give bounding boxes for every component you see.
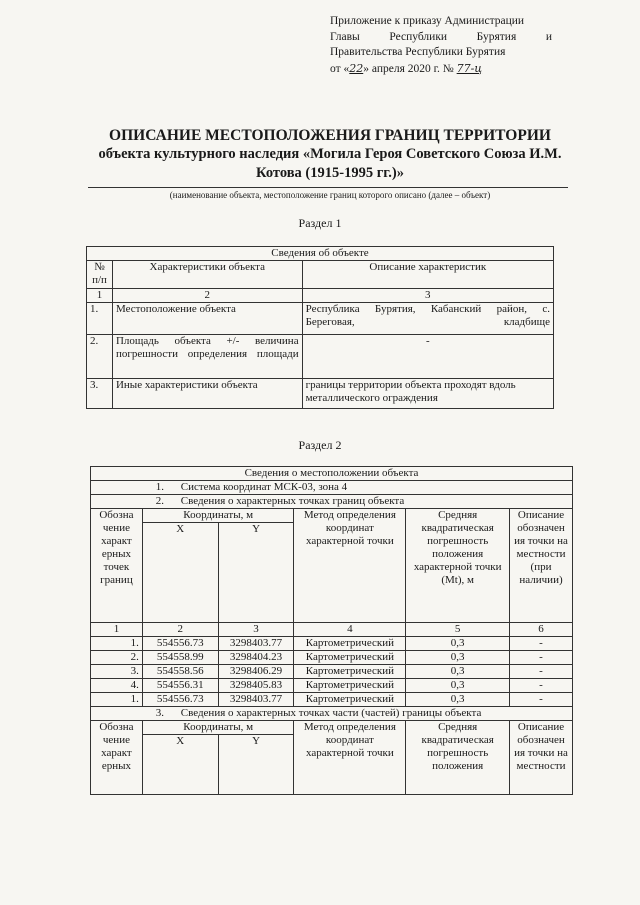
coord-system-row bbox=[91, 481, 573, 495]
title-line-3: Котова (1915-1995 гг.)» bbox=[256, 165, 404, 181]
col-desc-header: Описание характеристик bbox=[302, 261, 553, 289]
appendix-line-1: Приложение к приказу Администрации bbox=[330, 15, 525, 27]
row-number: 2. bbox=[87, 335, 113, 379]
table-title: Сведения о местоположении объекта bbox=[91, 467, 573, 481]
point-x: 554556.73 bbox=[142, 637, 218, 651]
col-index: 1 bbox=[91, 623, 143, 637]
col-index: 2 bbox=[112, 289, 302, 303]
row-characteristic: Иные характеристики объекта bbox=[112, 379, 302, 409]
col-index: 6 bbox=[510, 623, 573, 637]
appendix-word: Бурятия bbox=[476, 30, 517, 43]
appendix-line-2 bbox=[330, 30, 552, 46]
row-number: 1. bbox=[87, 303, 113, 335]
method-header-2: Метод определения координат характерной точки bbox=[294, 721, 406, 795]
designation-header-2: Обозна чение характ ерных bbox=[91, 721, 143, 795]
point-desc: - bbox=[510, 679, 573, 693]
point-id: 3. bbox=[91, 665, 143, 679]
col-char-header: Характеристики объекта bbox=[112, 261, 302, 289]
item-number: 3. bbox=[155, 707, 164, 719]
appendix-date-line bbox=[330, 61, 552, 78]
point-id: 2. bbox=[91, 651, 143, 665]
coords-header: Координаты, м bbox=[142, 509, 294, 523]
item-number: 1. bbox=[155, 481, 164, 493]
section-2-heading: Раздел 2 bbox=[298, 438, 342, 452]
point-y: 3298403.77 bbox=[218, 693, 294, 707]
description-header: Описание обозначен ия точки на местности (при наличии) bbox=[510, 509, 573, 623]
appendix-line-3: Правительства Республики Бурятия bbox=[330, 46, 506, 58]
designation-header: Обозна чение характ ерных точек границ bbox=[91, 509, 143, 623]
date-month-year: » апреля 2020 г. № bbox=[363, 62, 454, 75]
point-error: 0,3 bbox=[406, 651, 510, 665]
row-description: - bbox=[302, 335, 553, 379]
row-characteristic: Площадь объекта +/- величина погрешности определения площади bbox=[112, 335, 302, 379]
col-num-header: № п/п bbox=[87, 261, 113, 289]
row-characteristic: Местоположение объекта bbox=[112, 303, 302, 335]
point-method: Картометрический bbox=[294, 665, 406, 679]
title-line-2: объекта культурного наследия «Могила Героя Советского Союза И.М. bbox=[98, 146, 562, 162]
point-y: 3298405.83 bbox=[218, 679, 294, 693]
point-method: Картометрический bbox=[294, 679, 406, 693]
point-desc: - bbox=[510, 637, 573, 651]
item-text: Сведения о характерных точках части (частей) границы объекта bbox=[180, 707, 482, 719]
x-header: X bbox=[142, 523, 218, 623]
point-x: 554556.73 bbox=[142, 693, 218, 707]
col-index: 3 bbox=[218, 623, 294, 637]
table-row bbox=[87, 335, 554, 379]
order-number-handwritten: 77-ц bbox=[456, 61, 483, 75]
item-text: Сведения о характерных точках границ объекта bbox=[180, 495, 405, 507]
row-description: границы территории объекта проходят вдоль металлического ограждения bbox=[302, 379, 553, 409]
point-error: 0,3 bbox=[406, 693, 510, 707]
point-x: 554558.56 bbox=[142, 665, 218, 679]
table-row bbox=[91, 637, 573, 651]
table-row bbox=[91, 693, 573, 707]
point-desc: - bbox=[510, 651, 573, 665]
point-error: 0,3 bbox=[406, 679, 510, 693]
section-1-heading: Раздел 1 bbox=[298, 216, 342, 230]
point-id: 1. bbox=[91, 693, 143, 707]
item-number: 2. bbox=[155, 495, 164, 507]
table-row bbox=[87, 379, 554, 409]
point-method: Картометрический bbox=[294, 637, 406, 651]
point-method: Картометрический bbox=[294, 693, 406, 707]
table-row bbox=[91, 665, 573, 679]
point-x: 554558.99 bbox=[142, 651, 218, 665]
description-header-2: Описание обозначен ия точки на местности bbox=[510, 721, 573, 795]
point-x: 554556.31 bbox=[142, 679, 218, 693]
title-underline bbox=[88, 187, 568, 188]
table-row bbox=[91, 679, 573, 693]
points-subtitle-row bbox=[91, 495, 573, 509]
location-table bbox=[90, 466, 573, 795]
error-header: Средняя квадратическая погрешность положения характерной точки (Mt), м bbox=[406, 509, 510, 623]
point-y: 3298403.77 bbox=[218, 637, 294, 651]
coords-header-2: Координаты, м bbox=[142, 721, 294, 735]
col-index: 3 bbox=[302, 289, 553, 303]
x-header-2: X bbox=[142, 735, 218, 795]
row-number: 3. bbox=[87, 379, 113, 409]
point-desc: - bbox=[510, 693, 573, 707]
title-note: (наименование объекта, местоположение границ которого описано (далее – объект) bbox=[169, 190, 491, 200]
y-header: Y bbox=[218, 523, 294, 623]
appendix-word: Республики bbox=[389, 30, 448, 43]
table-title: Сведения об объекте bbox=[87, 247, 554, 261]
appendix-word: Главы bbox=[330, 30, 360, 43]
col-index: 2 bbox=[142, 623, 218, 637]
point-error: 0,3 bbox=[406, 637, 510, 651]
date-prefix: от « bbox=[330, 62, 350, 75]
document-title bbox=[60, 126, 600, 183]
parts-subtitle-row bbox=[91, 707, 573, 721]
error-header-2: Средняя квадратическая погрешность положения bbox=[406, 721, 510, 795]
date-day-handwritten: 22 bbox=[349, 61, 364, 75]
title-line-1: ОПИСАНИЕ МЕСТОПОЛОЖЕНИЯ ГРАНИЦ ТЕРРИТОРИИ bbox=[109, 127, 551, 144]
point-y: 3298406.29 bbox=[218, 665, 294, 679]
col-index: 4 bbox=[294, 623, 406, 637]
point-error: 0,3 bbox=[406, 665, 510, 679]
appendix-word: и bbox=[545, 30, 552, 43]
appendix-block bbox=[330, 14, 552, 77]
col-index: 1 bbox=[87, 289, 113, 303]
point-method: Картометрический bbox=[294, 651, 406, 665]
item-text: Система координат МСК-03, зона 4 bbox=[180, 481, 348, 493]
row-description: Республика Бурятия, Кабанский район, с. Береговая, кладбище bbox=[302, 303, 553, 335]
point-id: 4. bbox=[91, 679, 143, 693]
point-y: 3298404.23 bbox=[218, 651, 294, 665]
point-id: 1. bbox=[91, 637, 143, 651]
col-index: 5 bbox=[406, 623, 510, 637]
y-header-2: Y bbox=[218, 735, 294, 795]
object-info-table bbox=[86, 246, 554, 409]
table-row bbox=[91, 651, 573, 665]
table-row bbox=[87, 303, 554, 335]
method-header: Метод определения координат характерной точки bbox=[294, 509, 406, 623]
point-desc: - bbox=[510, 665, 573, 679]
